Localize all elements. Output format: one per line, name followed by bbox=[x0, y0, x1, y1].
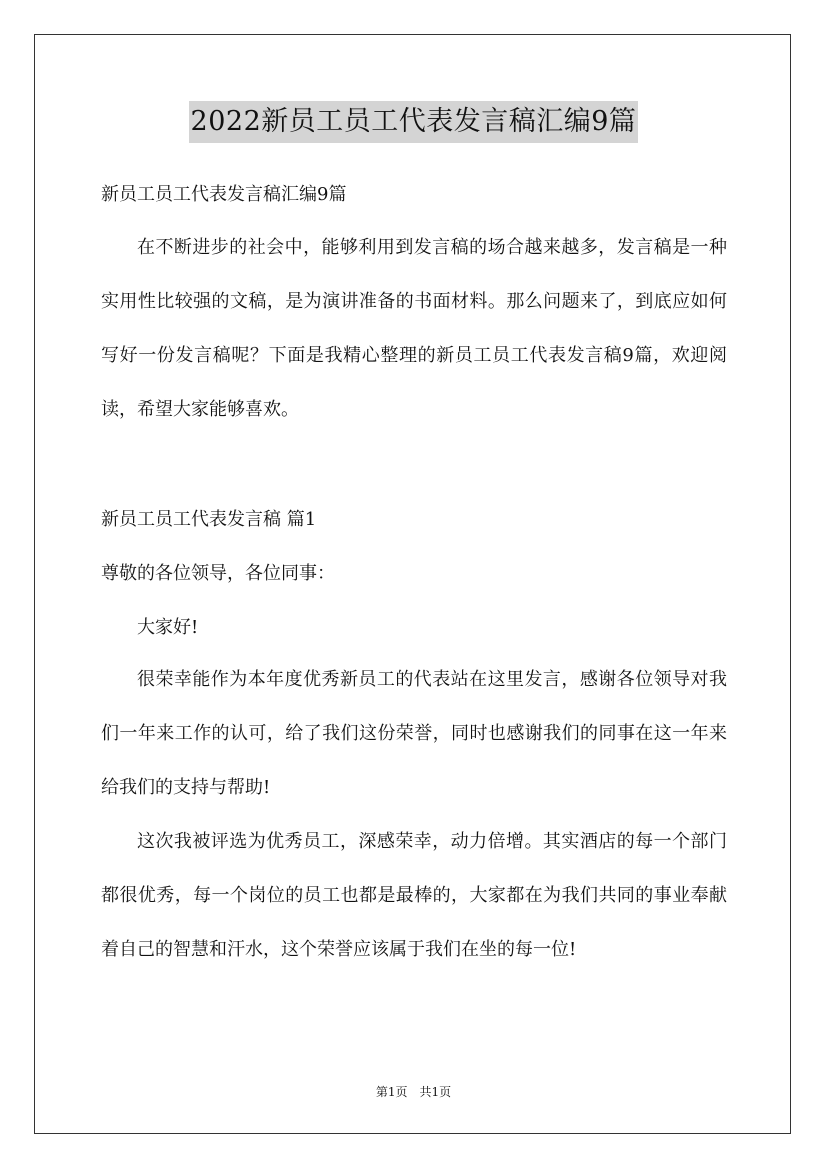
intro-paragraph: 在不断进步的社会中，能够利用到发言稿的场合越来越多，发言稿是一种实用性比较强的文稿，是为演讲准备的书面材料。那么问题来了，到底应如何写好一份发言稿呢？下面是我精心整理的新员工员工代表发言稿9篇，欢迎阅读，希望大家能够喜欢。 bbox=[101, 237, 727, 420]
greeting: 大家好! bbox=[137, 617, 199, 638]
document-title bbox=[0, 100, 827, 143]
body-paragraph-1: 很荣幸能作为本年度优秀新员工的代表站在这里发言，感谢各位领导对我们一年来工作的认可，给了我们这份荣誉，同时也感谢我们的同事在这一年来给我们的支持与帮助! bbox=[101, 669, 727, 798]
salutation: 尊敬的各位领导，各位同事： bbox=[101, 563, 335, 584]
page-footer bbox=[0, 1083, 827, 1101]
document-subtitle: 新员工员工代表发言稿汇编9篇 bbox=[101, 184, 347, 205]
body-paragraph-2: 这次我被评选为优秀员工，深感荣幸，动力倍增。其实酒店的每一个部门都很优秀，每一个岗位的员工也都是最棒的，大家都在为我们共同的事业奉献着自己的智慧和汗水，这个荣誉应该属于我们在坐的每一位! bbox=[101, 831, 727, 960]
page-number-current: 第1页 bbox=[375, 1085, 408, 1099]
document-title-text: 2022新员工员工代表发言稿汇编9篇 bbox=[189, 101, 639, 143]
page-number-total: 共1页 bbox=[419, 1085, 452, 1099]
section-heading: 新员工员工代表发言稿 篇1 bbox=[101, 509, 317, 530]
